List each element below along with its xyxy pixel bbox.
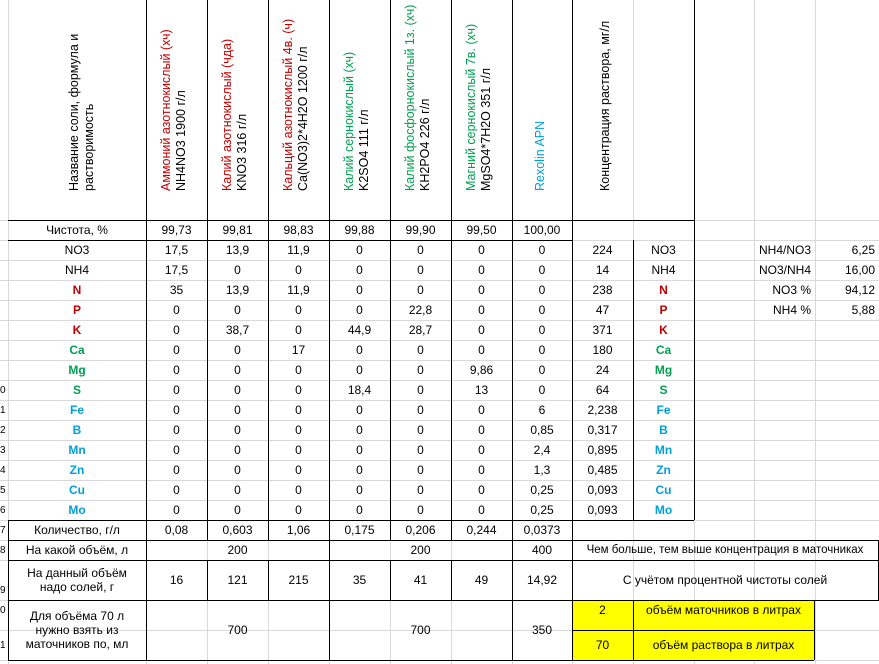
border-header-v-5 [451, 0, 452, 240]
row-name-9[interactable]: B [72, 423, 82, 437]
header-label-line-0: Название соли, формула и [67, 33, 81, 191]
row-6-value-3[interactable]: 0 [356, 363, 363, 377]
rownum-ml-2: 1 [0, 639, 6, 651]
row-5-value-4[interactable]: 0 [417, 343, 424, 357]
row-name-3[interactable]: P [72, 303, 81, 317]
row-12-value-0[interactable]: 0 [173, 483, 180, 497]
header-salt-0-line-0: Аммоний азотнокислый (хч) [159, 29, 173, 191]
border-data-v-9 [694, 240, 695, 520]
row-9-value-2[interactable]: 0 [295, 423, 302, 437]
rownum-grams: 9 [0, 584, 6, 596]
header-salt-2[interactable] [276, 0, 316, 205]
header-salt-0-line-1: NH4NO3 1900 г/л [174, 90, 188, 191]
grams-value-2[interactable]: 215 [288, 573, 309, 587]
purity-value-4[interactable]: 99,90 [405, 223, 436, 237]
header-concentration-line-0: Концентрация раствора, мг/л [597, 20, 612, 191]
row-5-value-3[interactable]: 0 [356, 343, 363, 357]
row-4-value-4[interactable]: 28,7 [408, 323, 433, 337]
row-9-value-1[interactable]: 0 [234, 423, 241, 437]
row-1-value-0[interactable]: 17,5 [164, 263, 189, 277]
quantity-label[interactable]: Количество, г/л [34, 523, 120, 537]
row-5-value-6[interactable]: 0 [538, 343, 546, 357]
rownum-13: 6 [0, 504, 6, 516]
row-5-value-0[interactable]: 0 [173, 343, 180, 357]
row-1-value-2[interactable]: 0 [295, 263, 302, 277]
row-name-8[interactable]: Fe [69, 403, 84, 417]
row-3-value-6[interactable]: 0 [538, 303, 546, 317]
ratio-value-1[interactable]: 16,00 [844, 263, 875, 277]
grams-value-5[interactable]: 49 [474, 573, 489, 587]
border-header-v-3 [329, 0, 330, 240]
row-13-conc[interactable]: 0,093 [587, 503, 618, 517]
header-salt-6-line-0: Rexolin APN [532, 120, 547, 191]
row-11-value-4[interactable]: 0 [417, 463, 424, 477]
row-name-13[interactable]: Mo [68, 503, 86, 517]
row-13-value-4[interactable]: 0 [417, 503, 424, 517]
ratio-value-2[interactable]: 94,12 [844, 283, 875, 297]
row-8-value-5[interactable]: 0 [478, 403, 485, 417]
row-3-label2[interactable]: P [659, 303, 668, 317]
volume-label[interactable]: На какой объём, л [25, 543, 129, 557]
header-salt-4[interactable] [398, 0, 438, 205]
row-12-value-2[interactable]: 0 [295, 483, 302, 497]
row-3-value-0[interactable]: 0 [173, 303, 180, 317]
row-13-value-2[interactable]: 0 [295, 503, 302, 517]
purity-value-0[interactable]: 99,73 [161, 223, 192, 237]
row-8-value-0[interactable]: 0 [173, 403, 180, 417]
row-7-value-1[interactable]: 0 [234, 383, 241, 397]
ml-group2[interactable]: 700 [410, 623, 431, 637]
row-name-1[interactable]: NH4 [64, 263, 89, 277]
row-13-value-6[interactable]: 0,25 [530, 503, 554, 517]
row-name-10[interactable]: Mn [68, 443, 86, 457]
row-4-value-1[interactable]: 38,7 [225, 323, 250, 337]
grams-value-4[interactable]: 41 [413, 573, 428, 587]
header-label-line-1: растворимость [82, 103, 96, 191]
ratio-value-0[interactable]: 6,25 [851, 243, 875, 257]
row-9-conc[interactable]: 0,317 [587, 423, 618, 437]
row-9-value-6[interactable]: 0,85 [530, 423, 554, 437]
row-10-value-2[interactable]: 0 [295, 443, 302, 457]
row-5-value-1[interactable]: 0 [234, 343, 241, 357]
yellow-label-1[interactable]: объём раствора в литрах [652, 638, 795, 652]
row-1-value-5[interactable]: 0 [478, 263, 485, 277]
row-10-value-5[interactable]: 0 [478, 443, 485, 457]
ml-group1[interactable]: 700 [227, 623, 248, 637]
rownum-volume: 8 [0, 544, 6, 556]
row-11-value-1[interactable]: 0 [234, 463, 241, 477]
row-8-label2[interactable]: Fe [656, 403, 671, 417]
row-9-label2[interactable]: B [659, 423, 668, 437]
border-ml-v-6 [814, 600, 815, 660]
row-5-value-2[interactable]: 17 [291, 343, 306, 357]
row-4-value-5[interactable]: 0 [478, 323, 485, 337]
row-name-4[interactable]: K [72, 323, 82, 337]
row-11-value-5[interactable]: 0 [478, 463, 485, 477]
row-0-value-2[interactable]: 11,9 [287, 243, 310, 257]
row-name-2[interactable]: N [72, 283, 82, 297]
row-name-7[interactable]: S [72, 383, 81, 397]
ratio-label-0[interactable]: NH4/NO3 [758, 243, 811, 257]
row-3-value-1[interactable]: 0 [234, 303, 241, 317]
row-7-value-5[interactable]: 13 [474, 383, 489, 397]
quantity-value-3[interactable]: 0,175 [344, 523, 375, 537]
rownum-8: 1 [0, 404, 6, 416]
rownum-7: 0 [0, 384, 6, 396]
row-2-label2[interactable]: N [659, 283, 668, 297]
header-concentration[interactable] [590, 0, 620, 205]
yellow-value-1[interactable]: 70 [595, 638, 610, 652]
row-4-conc[interactable]: 371 [592, 323, 613, 337]
header-salt-2-line-1: Ca(NO3)2*4H2O 1200 г/л [296, 46, 310, 191]
purity-value-1[interactable]: 99,81 [222, 223, 253, 237]
row-7-value-0[interactable]: 0 [173, 383, 180, 397]
row-6-value-0[interactable]: 0 [173, 363, 180, 377]
row-12-value-5[interactable]: 0 [478, 483, 485, 497]
quantity-value-0[interactable]: 0,08 [164, 523, 189, 537]
row-9-value-3[interactable]: 0 [356, 423, 363, 437]
row-3-value-3[interactable]: 0 [356, 303, 363, 317]
border-header-v-2 [268, 0, 269, 240]
row-1-conc[interactable]: 14 [595, 263, 610, 277]
header-salt-3-line-0: Калий сернокислый (хч) [342, 51, 356, 191]
purity-label[interactable]: Чистота, % [46, 223, 108, 237]
header-salt-1-line-0: Калий азотнокислый (чда) [220, 38, 234, 191]
ratio-label-3[interactable]: NH4 % [772, 303, 811, 317]
row-8-value-6[interactable]: 6 [538, 403, 546, 417]
border-header-v-4 [390, 0, 391, 240]
row-13-value-3[interactable]: 0 [356, 503, 363, 517]
row-12-value-3[interactable]: 0 [356, 483, 363, 497]
row-3-value-5[interactable]: 0 [478, 303, 485, 317]
row-11-conc[interactable]: 0,485 [587, 463, 618, 477]
border-header-v-0 [146, 0, 147, 240]
row-3-value-4[interactable]: 22,8 [408, 303, 433, 317]
row-10-conc[interactable]: 0,895 [587, 443, 618, 457]
row-0-value-3[interactable]: 0 [356, 243, 363, 257]
row-name-12[interactable]: Cu [69, 483, 85, 497]
grams-value-3[interactable]: 35 [352, 573, 367, 587]
header-salt-3[interactable] [337, 0, 377, 205]
row-6-value-5[interactable]: 9,86 [469, 363, 494, 377]
row-7-value-6[interactable]: 0 [538, 383, 546, 397]
row-0-value-4[interactable]: 0 [417, 243, 424, 257]
row-2-value-2[interactable]: 11,9 [287, 283, 310, 297]
row-2-value-4[interactable]: 0 [417, 283, 424, 297]
row-2-value-3[interactable]: 0 [356, 283, 363, 297]
row-2-value-6[interactable]: 0 [538, 283, 546, 297]
row-8-value-4[interactable]: 0 [417, 403, 424, 417]
row-name-6[interactable]: Mg [68, 363, 86, 377]
quantity-value-2[interactable]: 1,06 [286, 523, 311, 537]
quantity-value-4[interactable]: 0,206 [405, 523, 436, 537]
row-10-value-6[interactable]: 2,4 [533, 443, 551, 457]
row-2-value-1[interactable]: 13,9 [225, 283, 250, 297]
row-name-0[interactable]: NO3 [64, 243, 90, 257]
volume-group1[interactable]: 200 [227, 543, 248, 557]
row-12-value-4[interactable]: 0 [417, 483, 424, 497]
rownum-12: 5 [0, 484, 6, 496]
row-7-label2[interactable]: S [659, 383, 668, 397]
row-6-conc[interactable]: 24 [595, 363, 610, 377]
row-8-conc[interactable]: 2,238 [587, 403, 618, 417]
grams-value-6[interactable]: 14,92 [526, 573, 558, 587]
row-6-value-6[interactable]: 0 [538, 363, 546, 377]
row-13-value-0[interactable]: 0 [173, 503, 180, 517]
row-11-value-0[interactable]: 0 [173, 463, 180, 477]
rownum-9: 2 [0, 424, 6, 436]
row-6-value-2[interactable]: 0 [295, 363, 302, 377]
volume-note[interactable]: Чем больше, тем выше концентрация в маточниках [586, 544, 864, 556]
row-4-value-0[interactable]: 0 [173, 323, 180, 337]
row-9-value-4[interactable]: 0 [417, 423, 424, 437]
row-5-value-5[interactable]: 0 [478, 343, 485, 357]
row-10-label2[interactable]: Mn [654, 443, 673, 457]
quantity-value-1[interactable]: 0,603 [222, 523, 253, 537]
row-12-conc[interactable]: 0,093 [587, 483, 618, 497]
header-salt-5-line-1: MgSO4*7H2O 351 г/л [479, 67, 493, 191]
border-header-v-8 [694, 0, 695, 240]
row-2-conc[interactable]: 238 [592, 283, 613, 297]
row-7-value-2[interactable]: 0 [295, 383, 302, 397]
row-5-conc[interactable]: 180 [592, 343, 613, 357]
row-8-value-1[interactable]: 0 [234, 403, 241, 417]
header-salt-1[interactable] [215, 0, 255, 205]
rownum-11: 4 [0, 464, 6, 476]
header-salt-4-line-0: Калий фосфорнокислый 1з. (хч) [403, 4, 417, 191]
yellow-value-0[interactable]: 2 [599, 603, 606, 617]
ml-label[interactable]: Для объёма 70 л нужно взять из маточников по, мл [25, 609, 129, 651]
row-0-value-1[interactable]: 13,9 [225, 243, 250, 257]
row-10-value-4[interactable]: 0 [417, 443, 424, 457]
rownum-10: 3 [0, 444, 6, 456]
row-10-value-1[interactable]: 0 [234, 443, 241, 457]
row-12-label2[interactable]: Cu [655, 483, 672, 497]
header-salt-6[interactable] [520, 0, 560, 205]
border-ml-bottom [8, 660, 814, 661]
purity-value-2[interactable]: 98,83 [283, 223, 314, 237]
row-0-value-0[interactable]: 17,5 [164, 243, 189, 257]
row-1-value-4[interactable]: 0 [417, 263, 424, 277]
border-header-v-1 [207, 0, 208, 240]
border-qty-v-8 [572, 520, 573, 540]
purity-value-3[interactable]: 99,88 [344, 223, 375, 237]
row-11-label2[interactable]: Zn [656, 463, 671, 477]
row-1-value-3[interactable]: 0 [356, 263, 363, 277]
header-salt-1-line-1: KNO3 316 г/л [235, 113, 249, 191]
header-salt-3-line-1: K2SO4 111 г/л [357, 109, 371, 191]
ratio-value-3[interactable]: 5,88 [851, 303, 875, 317]
row-0-conc[interactable]: 224 [592, 243, 613, 257]
header-salt-0[interactable] [154, 0, 194, 205]
border-header-v-7 [572, 0, 573, 240]
ratio-label-2[interactable]: NO3 % [772, 283, 811, 297]
purity-value-5[interactable]: 99,50 [466, 223, 497, 237]
header-salt-4-line-1: KH2PO4 226 г/л [418, 98, 432, 191]
purity-value-6[interactable]: 100,00 [523, 223, 561, 237]
row-4-value-6[interactable]: 0 [538, 323, 546, 337]
row-10-value-3[interactable]: 0 [356, 443, 363, 457]
volume-group2[interactable]: 200 [410, 543, 431, 557]
rownum-ml-1: 0 [0, 604, 6, 616]
row-13-value-5[interactable]: 0 [478, 503, 485, 517]
header-salt-2-line-0: Кальций азотнокислый 4в. (ч) [281, 18, 295, 191]
row-4-label2[interactable]: K [659, 323, 668, 337]
row-6-value-4[interactable]: 0 [417, 363, 424, 377]
row-12-value-6[interactable]: 0,25 [530, 483, 554, 497]
row-13-value-1[interactable]: 0 [234, 503, 241, 517]
row-5-label2[interactable]: Ca [655, 343, 672, 357]
row-3-conc[interactable]: 47 [595, 303, 610, 317]
row-2-value-5[interactable]: 0 [478, 283, 485, 297]
row-8-value-2[interactable]: 0 [295, 403, 302, 417]
row-7-value-4[interactable]: 0 [417, 383, 424, 397]
quantity-value-6[interactable]: 0,0373 [523, 523, 561, 537]
grams-label[interactable]: На данный объём надо солей, г [27, 566, 127, 594]
rownum-quantity: 7 [0, 524, 6, 536]
row-7-conc[interactable]: 64 [595, 383, 610, 397]
border-header-v-6 [512, 0, 513, 240]
ratio-label-1[interactable]: NO3/NH4 [758, 263, 811, 277]
grams-note[interactable]: С учётом процентной чистоты солей [622, 573, 828, 587]
row-8-value-3[interactable]: 0 [356, 403, 363, 417]
row-4-value-2[interactable]: 0 [295, 323, 302, 337]
row-1-label2[interactable]: NH4 [651, 263, 676, 277]
header-salt-5[interactable] [459, 0, 499, 205]
volume-rexolin[interactable]: 400 [531, 543, 553, 557]
row-1-value-1[interactable]: 0 [234, 263, 241, 277]
row-7-value-3[interactable]: 18,4 [347, 383, 372, 397]
grams-value-0[interactable]: 16 [169, 573, 184, 587]
yellow-label-0[interactable]: объём маточников в литрах [646, 603, 801, 617]
row-4-value-3[interactable]: 44,9 [347, 323, 372, 337]
row-11-value-2[interactable]: 0 [295, 463, 302, 477]
row-13-label2[interactable]: Mo [654, 503, 673, 517]
row-3-value-2[interactable]: 0 [295, 303, 302, 317]
row-0-value-5[interactable]: 0 [478, 243, 485, 257]
ml-rexolin[interactable]: 350 [531, 623, 553, 637]
grams-value-1[interactable]: 121 [227, 573, 248, 587]
row-2-value-0[interactable]: 35 [169, 283, 184, 297]
row-1-value-6[interactable]: 0 [538, 263, 546, 277]
row-name-5[interactable]: Ca [69, 343, 85, 357]
row-9-value-5[interactable]: 0 [478, 423, 485, 437]
row-6-value-1[interactable]: 0 [234, 363, 241, 377]
row-12-value-1[interactable]: 0 [234, 483, 241, 497]
row-10-value-0[interactable]: 0 [173, 443, 180, 457]
row-6-label2[interactable]: Mg [654, 363, 673, 377]
row-11-value-6[interactable]: 1,3 [533, 463, 551, 477]
row-0-value-6[interactable]: 0 [538, 243, 546, 257]
row-9-value-0[interactable]: 0 [173, 423, 180, 437]
row-0-label2[interactable]: NO3 [651, 243, 676, 257]
row-name-11[interactable]: Zn [69, 463, 85, 477]
quantity-value-5[interactable]: 0,244 [466, 523, 497, 537]
header-label[interactable] [52, 0, 112, 205]
header-salt-5-line-0: Магний сернокислый 7в. (хч) [464, 23, 478, 191]
row-11-value-3[interactable]: 0 [356, 463, 363, 477]
